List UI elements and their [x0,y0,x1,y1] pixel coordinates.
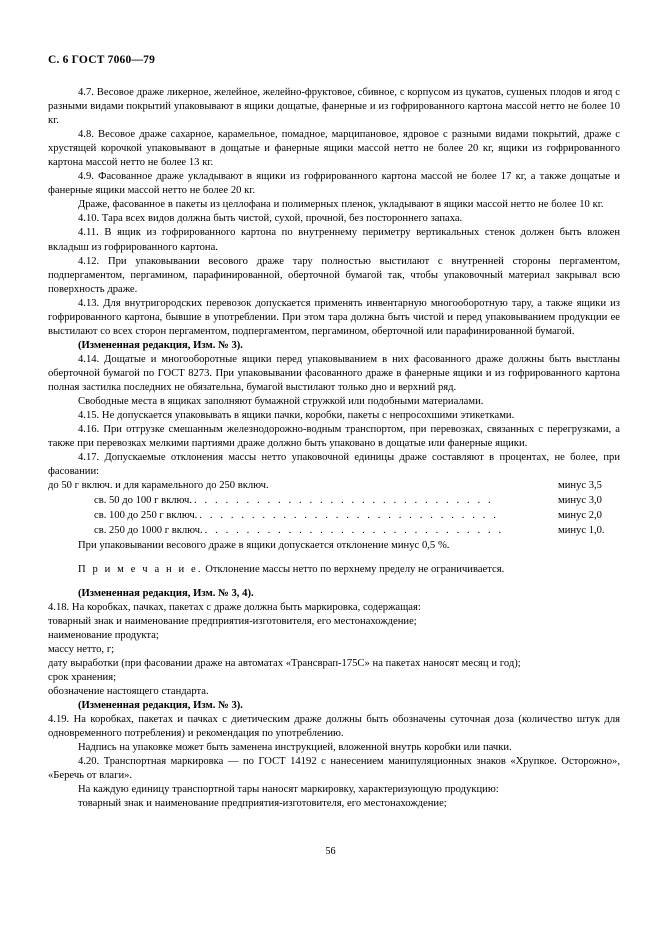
tolerance-label: до 50 г включ. и для карамельного до 250 включ. [48,480,269,492]
paragraph-4-18-item-e: срок хранения; [48,671,117,683]
paragraph-4-18-item-c: массу нетто, г; [48,643,115,655]
tolerance-label: св. 250 до 1000 г включ. [94,524,203,536]
table-row [48,494,620,509]
paragraph-4-19: 4.19. На коробках, пакетах и пачках с диетическим драже должны быть обозначены суточная доза (количество штук для одновременного потребления) и рекомендация по употреблению. [48,714,620,740]
revision-note-3: (Измененная редакция, Изм. № 3). [78,699,243,711]
paragraph-4-18-item-b: наименование продукта; [48,629,159,641]
paragraph-4-20-c: товарный знак и наименование предприятия-изготовителя, его местонахождение; [78,798,447,810]
tolerance-table [48,479,620,538]
note-label: П р и м е ч а н и е. [78,563,203,575]
page-number: 56 [325,846,336,857]
paragraph-4-15: 4.15. Не допускается упаковывать в ящики пачки, коробки, пакеты с непросохшими этикетками. [78,410,515,422]
revision-note-1: (Измененная редакция, Изм. № 3). [78,339,243,351]
tolerance-label: св. 50 до 100 г включ. [94,495,193,507]
paragraph-4-18-item-d: дату выработки (при фасовании драже на автоматах «Трансврап-175С» на пакетах наносят месяц и год); [48,657,521,669]
paragraph-4-17: 4.17. Допускаемые отклонения массы нетто упаковочной единицы драже составляют в процентах, не более, при фасовании: [48,452,620,478]
paragraph-4-20-b: На каждую единицу транспортной тары наносят маркировку, характеризующую продукцию: [78,784,499,796]
tolerance-value: минус 2,0 [558,509,602,521]
paragraph-4-10: 4.10. Тара всех видов должна быть чистой, сухой, прочной, без постороннего запаха. [78,213,463,225]
paragraph-4-8: 4.8. Весовое драже сахарное, карамельное, помадное, марципановое, ядровое с разными видами покрытий, драже с хрустящей корочкой упаковывают в дощатые и фанерные ящики массой нетто не более 20 кг, ящики из гофрированного картона массой нетто не более 13 кг. [48,129,620,169]
note-text: Отклонение массы нетто по верхнему пределу не ограничивается. [205,563,505,575]
tolerance-label: св. 100 до 250 г включ. [94,509,198,521]
paragraph-4-11: 4.11. В ящик из гофрированного картона по внутреннему периметру вертикальных стенок должен быть вложен вкладыш из гофрированного картона. [48,227,620,253]
leader-dots: . . . . . . . . . . . . . . . . . . . . . . . . . . . . . [204,524,504,536]
note-paragraph [48,563,620,577]
paragraph-4-16: 4.16. При отгрузке смешанным железнодорожно-водным транспортом, при перевозках, связанных с перегрузками, а также при перевозках мелкими партиями драже должно быть упаковано в дощатые или фанерные ящики. [48,424,620,450]
paragraph-4-14-b: Свободные места в ящиках заполняют бумажной стружкой или подобными материалами. [78,396,484,408]
paragraph-4-17-end: При упаковывании весового драже в ящики допускается отклонение минус 0,5 %. [78,539,450,551]
revision-note-2: (Измененная редакция, Изм. № 3, 4). [78,587,254,599]
paragraph-4-20: 4.20. Транспортная маркировка — по ГОСТ 14192 с нанесением манипуляционных знаков «Хрупкое. Осторожно», «Беречь от влаги». [48,756,620,782]
document-body [48,86,620,811]
leader-dots: . . . . . . . . . . . . . . . . . . . . . . . . . . . . . [194,495,494,507]
paragraph-4-9-b: Драже, фасованное в пакеты из целлофана и полимерных пленок, укладывают в ящики массой нетто не более 10 кг. [78,199,604,211]
paragraph-4-18-item-a: товарный знак и наименование предприятия-изготовителя, его местонахождение; [48,615,417,627]
leader-dots: . . . . . . . . . . . . . . . . . . . . . . . . . . . . . [199,509,499,521]
paragraph-4-18: 4.18. На коробках, пачках, пакетах с драже должна быть маркировка, содержащая: [48,601,421,613]
tolerance-value: минус 1,0. [558,524,605,536]
table-row [48,479,620,494]
tolerance-value: минус 3,5 [558,480,602,492]
table-row [48,509,620,524]
paragraph-4-9: 4.9. Фасованное драже укладывают в ящики из гофрированного картона массой не более 17 кг, а также дощатые и фанерные ящики массой нетто не более 20 кг. [48,171,620,197]
paragraph-4-14: 4.14. Дощатые и многооборотные ящики перед упаковыванием в них фасованного драже должны быть выстланы оберточной бумагой по ГОСТ 8273. При упаковывании фасованного драже в фанерные ящики и из гофрированного картона полная застилка последних не обязательна, бумагой выстилают только дно и верхний ряд. [48,353,620,393]
paragraph-4-7: 4.7. Весовое драже ликерное, желейное, желейно-фруктовое, сбивное, с корпусом из цукатов, сушеных плодов и ягод с разными видами покрытий упаковывают в ящики дощатые, фанерные и из гофрированного картона массой нетто не более 10 кг. [48,87,620,127]
tolerance-value: минус 3,0 [558,495,602,507]
page-header: С. 6 ГОСТ 7060—79 [48,54,156,66]
paragraph-4-12: 4.12. При упаковывании весового драже тару полностью выстилают с внутренней стороны пергаментом, подпергаментом, пергамином, парафинированной, оберточной бумагой так, чтобы упаковочный материал закрывал всю поверхность драже. [48,255,620,295]
paragraph-4-13: 4.13. Для внутригородских перевозок допускается применять инвентарную многооборотную тару, а также ящики из гофрированного картона, бывшие в употреблении. При этом тара должна быть чистой и перед упаковыванием продукции ее выстилают со всех сторон пергаментом, подпергаментом, пергамином, оберточной или парафинированной бумагой. [48,297,620,337]
paragraph-4-19-b: Надпись на упаковке может быть заменена инструкцией, вложенной внутрь коробки или пачки. [78,742,512,754]
table-row [48,524,620,539]
paragraph-4-18-item-f: обозначение настоящего стандарта. [48,685,209,697]
